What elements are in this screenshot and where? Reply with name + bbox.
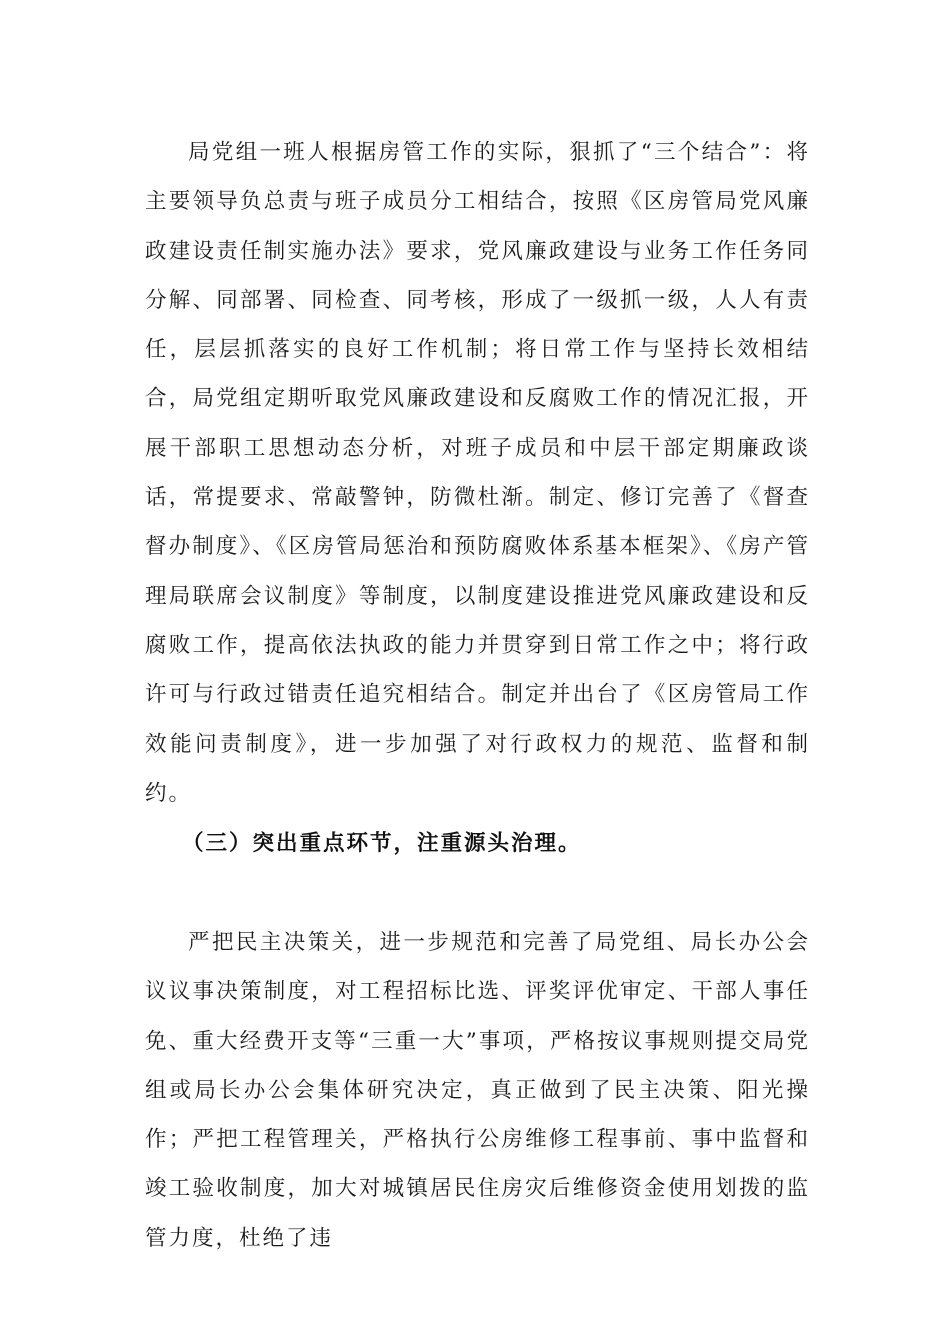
paragraph-text: 严把民主决策关，进一步规范和完善了局党组、局长办公会议议事决策制度，对工程招标比选、评奖评优审定、干部人事任免、重大经费开支等“三重一大”事项，严格按议事规则提交局党组或局长办公会集体研究决定，真正做到了民主决策、阳光操作；严把工程管理关，严格执行公房维修工程事前、事中监督和竣工验收制度，加大对城镇居民住房灾后维修资金使用划拨的监管力度，杜绝了违: [145, 930, 810, 1251]
paragraph-text: 局党组一班人根据房管工作的实际，狠抓了“三个结合”：将主要领导负总责与班子成员分工相结合，按照《区房管局党风廉政建设责任制实施办法》要求，党风廉政建设与业务工作任务同分解、同部署、同检查、同考核，形成了一级抓一级，人人有责任，层层抓落实的良好工作机制；将日常工作与坚持长效相结合，局党组定期听取党风廉政建设和反腐败工作的情况汇报，开展干部职工思想动态分析，对班子成员和中层干部定期廉政谈话，常提要求、常敲警钟，防微杜渐。制定、修订完善了《督查督办制度》、《区房管局惩治和预防腐败体系基本框架》、《房产管理局联席会议制度》等制度，以制度建设推进党风廉政建设和反腐败工作，提高依法执政的能力并贯穿到日常工作之中；将行政许可与行政过错责任追究相结合。制定并出台了《区房管局工作效能问责制度》，进一步加强了对行政权力的规范、监督和制约。: [145, 140, 810, 806]
section-heading: （三）突出重点环节，注重源头治理。: [182, 831, 582, 856]
body-paragraph: [145, 128, 810, 818]
body-paragraph: [145, 918, 810, 1263]
